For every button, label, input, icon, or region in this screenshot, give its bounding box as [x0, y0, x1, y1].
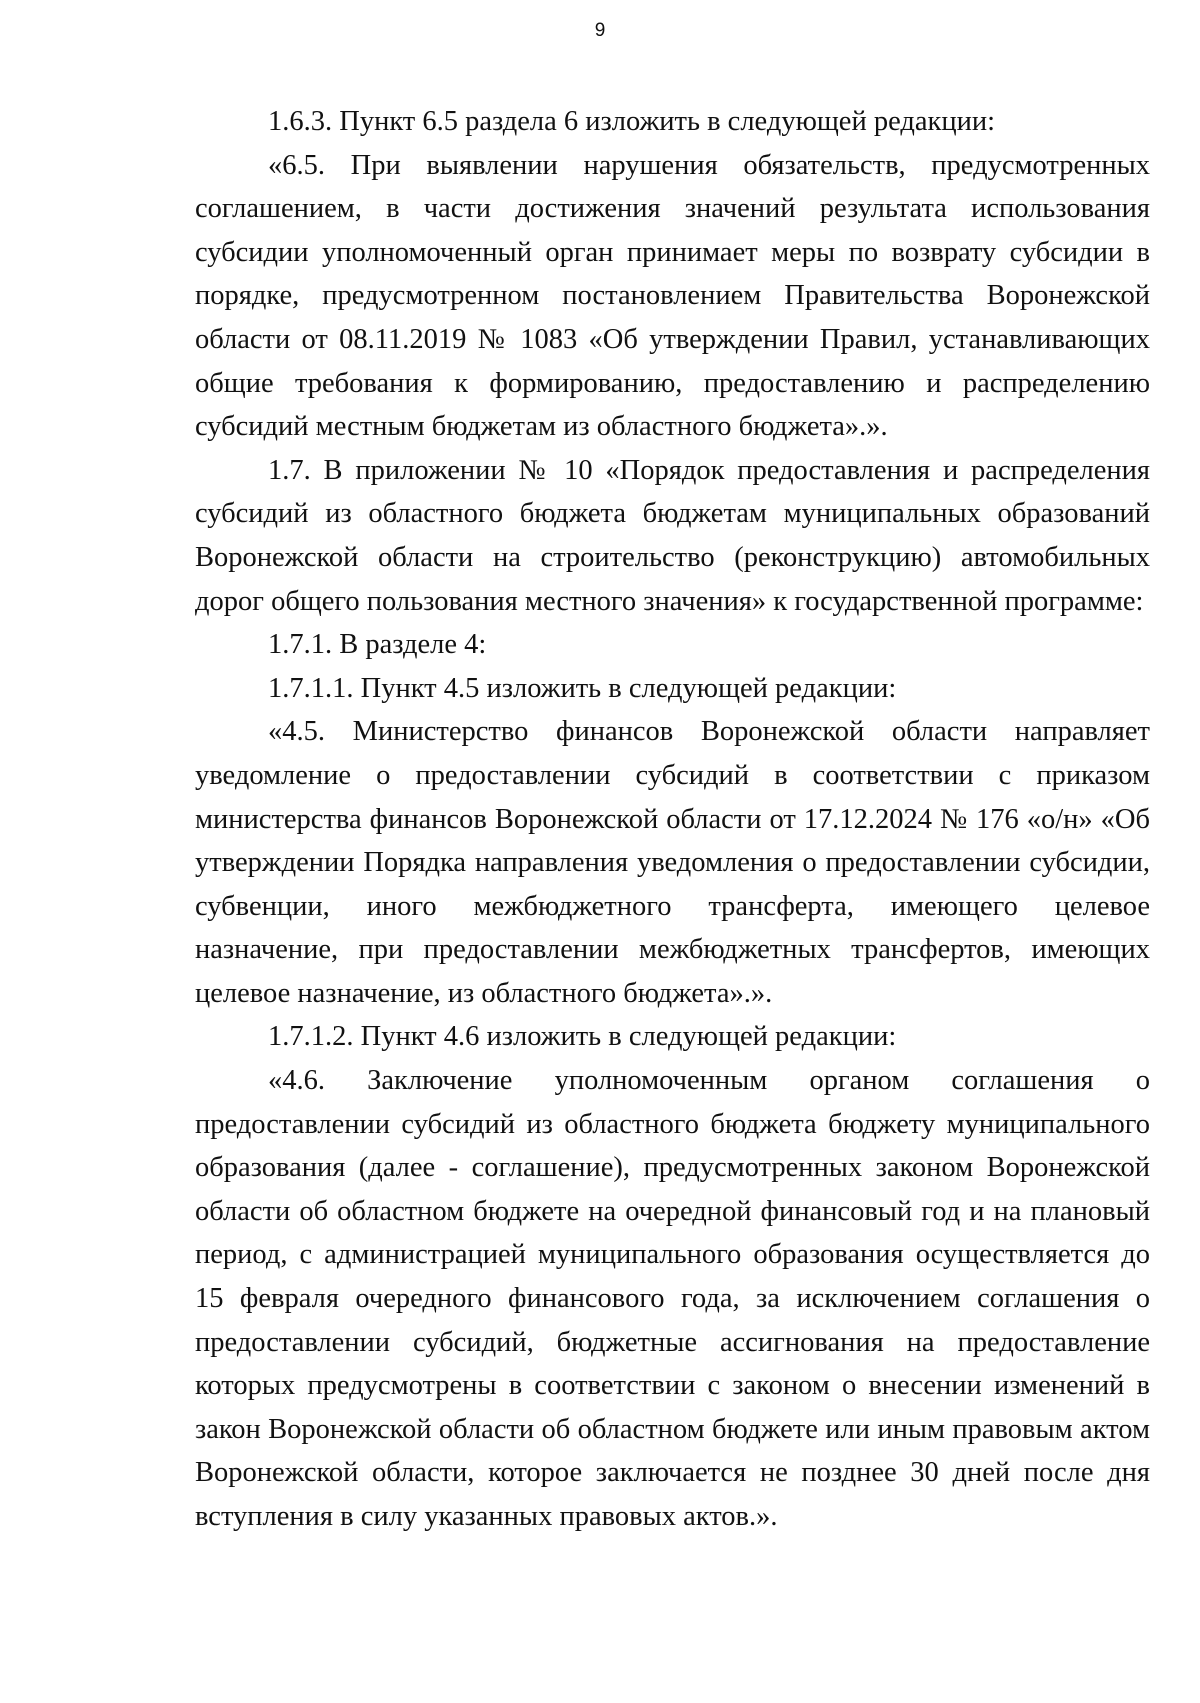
- paragraph-1-7-1: 1.7.1. В разделе 4:: [268, 629, 487, 661]
- paragraph-6-5-text: «6.5. При выявлении нарушения обязательств, предусмотренных соглашением, в части достижения значений результата использования субсидии уполномоченный орган принимает меры по возврату субсидии в порядке, предусмотренном постановлением Правительства Воронежской области от 08.11.2019 № 1083 «Об утверждении Правил, устанавливающих общие требования к формированию, предоставлению и распределению субсидий местным бюджетам из областного бюджета».».: [195, 149, 1150, 443]
- paragraph-1-7-1-1: 1.7.1.1. Пункт 4.5 изложить в следующей редакции:: [268, 672, 897, 704]
- page-number: 9: [594, 20, 606, 41]
- paragraph-1-7-1-2: 1.7.1.2. Пункт 4.6 изложить в следующей редакции:: [268, 1021, 897, 1053]
- paragraph-1-6-3: 1.6.3. Пункт 6.5 раздела 6 изложить в следующей редакции:: [268, 106, 996, 137]
- paragraph-1-7: 1.7. В приложении № 10 «Порядок предоставления и распределения субсидий из областного бюджета бюджетам муниципальных образований Воронежской области на строительство (реконструкцию) автомобильных дорог общего пользования местного значения» к государственной программе:: [195, 454, 1150, 617]
- document-body: [195, 100, 1150, 1539]
- paragraph-4-5-text: «4.5. Министерство финансов Воронежской области направляет уведомление о предоставлении субсидий в соответствии с приказом министерства финансов Воронежской области от 17.12.2024 № 176 «о/н» «Об утверждении Порядка направления уведомления о предоставлении субсидии, субвенции, иного межбюджетного трансферта, имеющего целевое назначение, при предоставлении межбюджетных трансфертов, имеющих целевое назначение, из областного бюджета».».: [195, 716, 1150, 1009]
- paragraph-4-6-text: «4.6. Заключение уполномоченным органом соглашения о предоставлении субсидий из областного бюджета бюджету муниципального образования (далее - соглашение), предусмотренных законом Воронежской области об областном бюджете на очередной финансовый год и на плановый период, с администрацией муниципального образования осуществляется до 15 февраля очередного финансового года, за исключением соглашения о предоставлении субсидий, бюджетные ассигнования на предоставление которых предусмотрены в соответствии с законом о внесении изменений в закон Воронежской области об областном бюджете или иным правовым актом Воронежской области, которое заключается не позднее 30 дней после дня вступления в силу указанных правовых актов.».: [195, 1065, 1150, 1532]
